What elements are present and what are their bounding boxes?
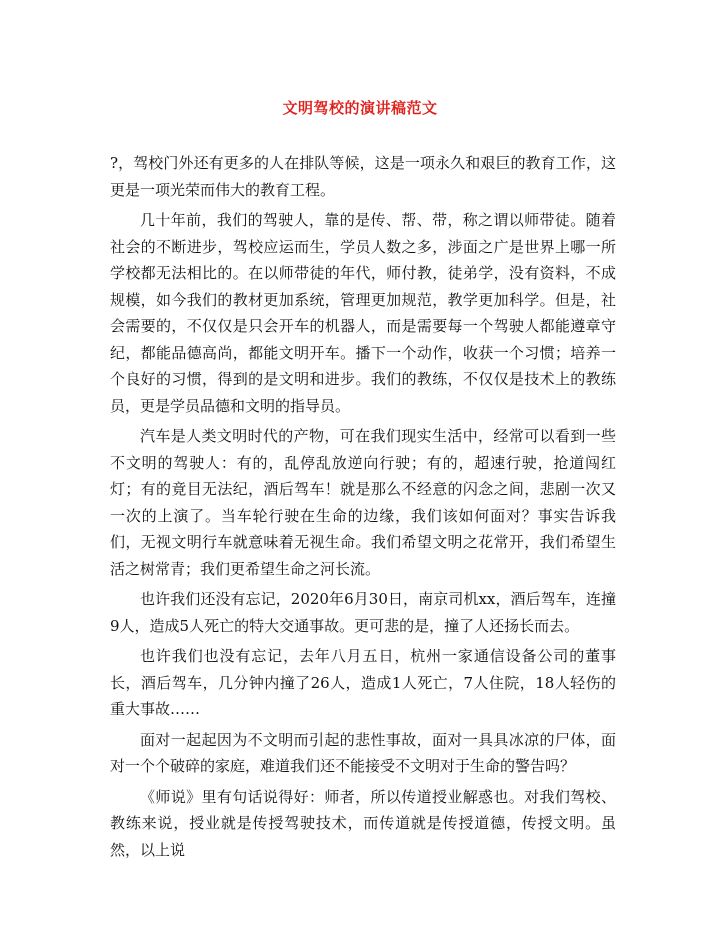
paragraph: 几十年前，我们的驾驶人，靠的是传、帮、带，称之谓以师带徒。随着社会的不断进步，驾校应运而生，学员人数之多，涉面之广是世界上哪一所学校都无法相比的。在以师带徒的年代，师付教，徒弟学，没有资料，不成规模，如今我们的教材更加系统，管理更加规范，教学更加科学。但是，社会需要的，不仅仅是只会开车的机器人，而是需要每一个驾驶人都能遵章守纪，都能品德高尚，都能文明开车。播下一个动作，收获一个习惯；培养一个良好的习惯，得到的是文明和进步。我们的教练，不仅仅是技术上的教练员，更是学员品德和文明的指导员。 [110, 211, 616, 415]
document-body [110, 150, 616, 867]
paragraph: 面对一起起因为不文明而引起的悲性事故，面对一具具冰凉的尸体，面对一个个破碎的家庭，难道我们还不能接受不文明对于生命的警告吗？ [110, 730, 616, 775]
paragraph: 也许我们还没有忘记，2020年6月30日，南京司机xx，酒后驾车，连撞9人，造成5人死亡的特大交通事故。更可悲的是，撞了人还扬长而去。 [110, 590, 616, 635]
paragraph: 也许我们也没有忘记，去年八月五日，杭州一家通信设备公司的董事长，酒后驾车，几分钟内撞了26人，造成1人死亡，7人住院，18人轻伤的重大事故…… [110, 647, 616, 718]
paragraph: ?，驾校门外还有更多的人在排队等候，这是一项永久和艰巨的教育工作，这更是一项光荣而伟大的教育工程。 [110, 154, 616, 199]
document-title: 文明驾校的演讲稿范文 [282, 99, 438, 117]
paragraph: 汽车是人类文明时代的产物，可在我们现实生活中，经常可以看到一些不文明的驾驶人：有的，乱停乱放逆向行驶；有的，超速行驶，抢道闯红灯；有的竟目无法纪，酒后驾车！就是那么不经意的闪念之间，悲剧一次又一次的上演了。当车轮行驶在生命的边缘，我们该如何面对？事实告诉我们，无视文明行车就意味着无视生命。我们希望文明之花常开，我们希望生活之树常青；我们更希望生命之河长流。 [110, 427, 616, 578]
paragraph: 《师说》里有句话说得好：师者，所以传道授业解惑也。对我们驾校、教练来说，授业就是传授驾驶技术，而传道就是传授道德，传授文明。虽然，以上说 [110, 787, 616, 859]
